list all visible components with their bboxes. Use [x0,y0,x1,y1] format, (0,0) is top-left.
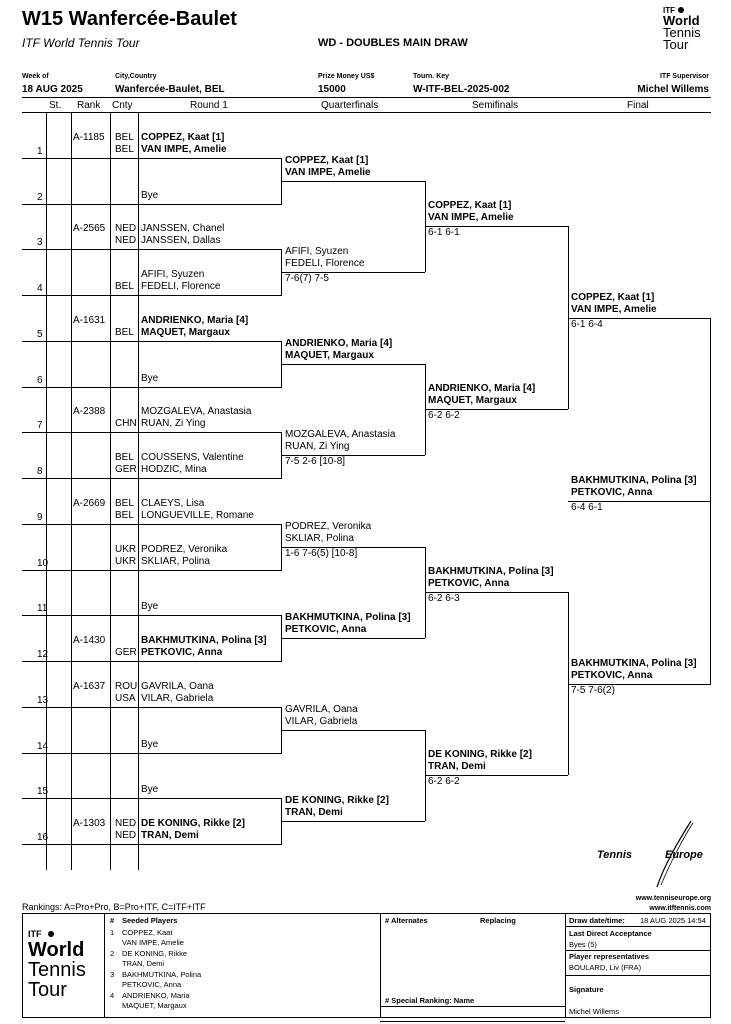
grid-line [138,112,139,870]
col-final: Final [627,100,649,111]
player-name: COUSSENS, Valentine [141,452,244,463]
rep-label: Player representatives [569,952,650,961]
player-name: COPPEZ, Kaat [1] [428,200,512,212]
player-name: PETKOVIC, Anna [571,669,653,681]
player-country: NED [115,830,137,841]
seeded-player: PETKOVIC, Anna [122,980,182,989]
player-name: BAKHMUTKINA, Polina [3] [141,635,267,646]
player-country: NED [115,818,137,829]
supervisor-value: Michel Willems [637,84,709,95]
draw-position-number: 12 [37,649,49,660]
seeded-header: Seeded Players [122,916,178,925]
week-label: Week of [22,73,49,80]
logo-word-tour: Tour [28,979,67,1001]
seeded-player: MAQUET, Margaux [122,1001,187,1010]
player-country: BEL [115,326,134,338]
draw-position-number: 9 [37,511,43,523]
match-score: 7-5 7-6(2) [571,684,615,696]
draw-position-number: 6 [37,374,43,386]
grid-line [110,112,111,870]
seeded-player: BAKHMUTKINA, Polina [122,970,202,979]
signature-label: Signature [569,985,604,994]
draw-line [22,570,282,571]
seeded-player: TRAN, Demi [122,959,165,968]
player-rank: A-2669 [73,497,106,509]
player-country: GER [115,464,137,475]
player-name: PETKOVIC, Anna [141,647,223,658]
replacing-header: Replacing [480,916,516,925]
player-name: VILAR, Gabriela [141,692,214,704]
match-score: 6-2 6-2 [428,410,460,422]
player-country: BEL [115,509,134,521]
draw-line [22,661,282,662]
player-rank: A-1637 [73,680,106,692]
player-country: NED [115,223,137,235]
champion-name: BAKHMUTKINA, Polina [3] [571,474,697,486]
grid-line [46,112,47,870]
draw-line [281,821,425,822]
panel-divider [565,913,566,1018]
alternates-header: # Alternates [385,916,428,925]
logo-word-tour: Tour [663,37,689,52]
panel-divider [380,1006,565,1007]
player-rank: A-1185 [73,131,105,143]
player-name: ANDRIENKO, Maria [4] [141,314,249,326]
seeded-player: COPPEZ, Kaat [122,928,173,937]
player-rank: A-2388 [73,406,106,418]
draw-line [22,478,282,479]
draw-position-number: 7 [37,420,43,432]
player-name: CLAEYS, Lisa [141,497,205,509]
tournament-title: W15 Wanfercée-Baulet [22,8,237,30]
match-score: 1-6 7-6(5) [10-8] [285,547,358,559]
draw-position-number: 15 [37,786,49,798]
col-country: Cnty [112,100,133,111]
draw-line [281,730,425,731]
logo-word-tennis: Tennis [28,959,86,981]
col-semifinals: Semifinals [472,100,519,111]
draw-position-number: 13 [37,694,49,706]
player-name: ANDRIENKO, Maria [4] [428,383,536,395]
player-country: USA [115,692,136,704]
column-header-divider [22,112,711,113]
seeded-player: DE KONING, Rikke [122,949,188,958]
player-name: MAQUET, Margaux [428,395,517,407]
player-name: DE KONING, Rikke [2] [141,818,245,829]
itf-logo-mark: ITF [663,6,675,15]
player-country: NED [115,235,137,247]
player-name: MOZGALEVA, Anastasia [285,429,396,441]
draw-line [22,844,282,845]
draw-line [22,524,282,525]
match-score: 6-1 6-1 [428,227,460,239]
player-name: VILAR, Gabriela [285,715,358,727]
player-name: Bye [141,601,159,613]
draw-line [22,707,282,708]
itf-logo-mark: ITF [28,929,42,939]
player-name: SKLIAR, Polina [141,555,210,567]
rankings-note: Rankings: A=Pro+Pro, B=Pro+ITF, C=ITF+ITF [22,902,206,912]
key-label: Tourn. Key [413,73,450,80]
draw-line [281,364,425,365]
draw-line [22,249,282,250]
player-name: COPPEZ, Kaat [1] [571,291,655,303]
col-round1: Round 1 [190,100,228,111]
player-country: BEL [115,143,134,155]
draw-position-number: 1 [37,145,43,157]
seed-number: 4 [110,991,115,1000]
player-name: ANDRIENKO, Maria [4] [285,337,393,349]
special-ranking-header: # Special Ranking: Name [385,996,475,1005]
player-name: AFIFI, Syuzen [285,246,349,258]
draw-position-number: 10 [37,557,49,569]
player-name: PETKOVIC, Anna [428,578,510,590]
draw-line [22,295,282,296]
player-name: PODREZ, Veronika [285,520,372,532]
seed-number: 1 [110,928,115,937]
player-rank: A-1303 [73,818,106,829]
player-country: UKR [115,543,137,555]
player-country: UKR [115,555,137,567]
tour-subtitle: ITF World Tennis Tour [22,36,140,50]
logo-word-tennis-left: Tennis [597,849,633,861]
lda-value: Byes (5) [569,940,597,949]
key-value: W-ITF-BEL-2025-002 [413,84,510,95]
prize-label: Prize Money US$ [318,73,375,80]
seeded-number-header: # [110,916,115,925]
match-score: 6-4 6-1 [571,501,603,513]
tenniseurope-url[interactable]: www.tenniseurope.org [635,895,711,902]
player-name: Bye [141,189,159,201]
match-score: 6-2 6-3 [428,593,460,605]
player-name: Bye [141,784,159,796]
match-score: 6-1 6-4 [571,318,603,330]
draw-line [22,432,282,433]
player-name: VAN IMPE, Amelie [428,212,514,224]
player-name: HODZIC, Mina [141,464,207,475]
panel-divider [104,913,105,1018]
player-name: VAN IMPE, Amelie [285,166,371,178]
itf-logo [660,5,720,53]
draw-position-number: 14 [37,740,49,752]
panel-divider [565,926,711,927]
draw-line [22,798,282,799]
match-score: 6-2 6-2 [428,776,460,788]
tennis-europe-logo [595,815,715,895]
player-name: AFIFI, Syuzen [141,269,205,280]
draw-line [22,387,282,388]
seed-number: 3 [110,970,115,979]
player-name: BAKHMUTKINA, Polina [3] [285,612,411,624]
draw-line [281,181,425,182]
panel-divider [565,950,711,951]
player-name: BAKHMUTKINA, Polina [3] [571,657,697,669]
player-name: FEDELI, Florence [141,281,221,292]
panel-divider [380,1021,565,1022]
match-score: 7-6(7) 7-5 [285,273,329,285]
header-divider [22,97,711,98]
player-country: BEL [115,497,134,509]
logo-word-world: World [663,13,700,28]
player-name: JANSSEN, Dallas [141,235,221,247]
match-score: 7-5 2-6 [10-8] [285,456,346,468]
event-title: WD - DOUBLES MAIN DRAW [318,37,468,49]
player-name: MOZGALEVA, Anastasia [141,406,252,418]
rep-value: BOULARD, Liv (FRA) [569,963,642,972]
player-rank: A-2565 [73,223,106,235]
player-name: VAN IMPE, Amelie [571,303,657,315]
panel-divider [565,975,711,976]
draw-line [22,753,282,754]
player-name: DE KONING, Rikke [2] [285,795,389,807]
player-country: CHN [115,418,137,430]
draw-line [22,204,282,205]
player-name: SKLIAR, Polina [285,532,354,544]
draw-line [22,615,282,616]
draw-date-value: 18 AUG 2025 14:54 [640,916,706,925]
lda-label: Last Direct Acceptance [569,929,652,938]
draw-position-number: 2 [37,191,43,203]
col-quarterfinals: Quarterfinals [321,100,379,111]
player-name: RUAN, Zi Ying [141,418,206,430]
draw-position-number: 4 [37,283,43,294]
tennis-ball-icon [48,931,54,937]
player-rank: A-1631 [73,314,106,326]
logo-word-world: World [28,939,85,961]
logo-word-tennis: Tennis [663,25,701,40]
player-country: ROU [115,680,138,692]
city-value: Wanfercée-Baulet, BEL [115,84,225,95]
player-name: COPPEZ, Kaat [1] [285,154,369,166]
player-name: TRAN, Demi [285,807,343,819]
player-name: FEDELI, Florence [285,258,365,270]
seeded-player: ANDRIENKO, Maria [122,991,190,1000]
player-name: MAQUET, Margaux [285,349,374,361]
player-name: TRAN, Demi [141,830,199,841]
draw-date-label: Draw date/time: [569,916,625,925]
itf-logo-bottom [28,928,100,1008]
supervisor-label: ITF Supervisor [659,73,709,80]
player-name: MAQUET, Margaux [141,326,230,338]
player-name: Bye [141,738,159,750]
draw-position-number: 11 [37,603,48,615]
draw-line [22,158,282,159]
player-rank: A-1430 [73,635,106,646]
draw-line [281,638,425,639]
panel-divider [380,913,381,1018]
signature-value: Michel Willems [569,1007,620,1016]
grid-line [71,112,72,870]
player-name: JANSSEN, Chanel [141,223,225,235]
draw-line [22,341,282,342]
player-name: LONGUEVILLE, Romane [141,509,254,521]
player-country: BEL [115,281,134,292]
prize-value: 15000 [318,84,346,95]
player-name: COPPEZ, Kaat [1] [141,131,225,143]
city-label: City,Country [115,73,157,80]
champion-name: PETKOVIC, Anna [571,486,653,498]
player-name: TRAN, Demi [428,761,486,773]
player-country: BEL [115,452,134,463]
player-name: Bye [141,372,159,384]
player-name: VAN IMPE, Amelie [141,143,227,155]
draw-position-number: 8 [37,466,43,477]
col-seed: St. [49,100,62,111]
player-name: GAVRILA, Oana [285,703,358,715]
week-value: 18 AUG 2025 [22,84,83,95]
seeded-player: VAN IMPE, Amelie [122,938,184,947]
logo-word-europe: Europe [665,849,703,861]
player-country: BEL [115,131,134,143]
draw-position-number: 5 [37,328,43,340]
itftennis-url[interactable]: www.itftennis.com [649,905,711,912]
player-country: GER [115,647,137,658]
draw-position-number: 16 [37,832,49,843]
player-name: GAVRILA, Oana [141,680,214,692]
draw-position-number: 3 [37,237,43,249]
col-rank: Rank [77,100,101,111]
player-name: PODREZ, Veronika [141,543,228,555]
player-name: BAKHMUTKINA, Polina [3] [428,566,554,578]
player-name: DE KONING, Rikke [2] [428,749,532,761]
seed-number: 2 [110,949,115,958]
player-name: PETKOVIC, Anna [285,624,367,636]
player-name: RUAN, Zi Ying [285,441,350,453]
